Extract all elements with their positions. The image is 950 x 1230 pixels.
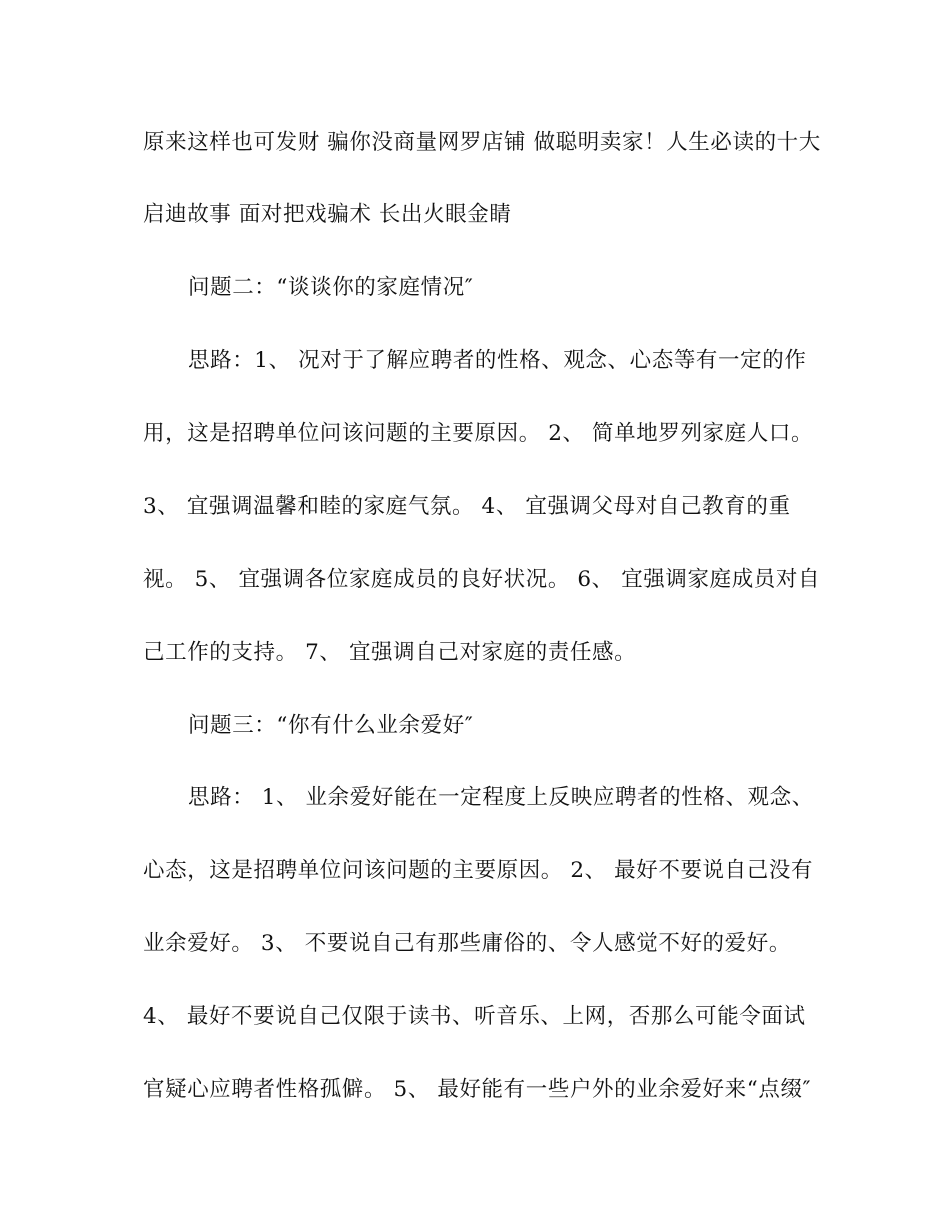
text-line-7: 视。 5、 宜强调各位家庭成员的良好状况。 6、 宜强调家庭成员对自 (143, 567, 821, 592)
text-line-6: 3、 宜强调温馨和睦的家庭气氛。 4、 宜强调父母对自己教育的重 (143, 494, 791, 519)
text-line-4: 思路：1、 况对于了解应聘者的性格、观念、心态等有一定的作 (188, 348, 807, 373)
text-line-12: 业余爱好。 3、 不要说自己有那些庸俗的、令人感觉不好的爱好。 (143, 931, 791, 956)
text-line-11: 心态，这是招聘单位问该问题的主要原因。 2、 最好不要说自己没有 (143, 858, 814, 883)
text-line-2: 启迪故事 面对把戏骗术 长出火眼金睛 (143, 202, 512, 227)
text-line-8: 己工作的支持。 7、 宜强调自己对家庭的责任感。 (143, 640, 637, 665)
question-three-heading: 问题三：“你有什么业余爱好″ (188, 713, 474, 738)
text-line-10: 思路： 1、 业余爱好能在一定程度上反映应聘者的性格、观念、 (188, 785, 814, 810)
text-line-14: 官疑心应聘者性格孤僻。 5、 最好能有一些户外的业余爱好来“点缀″ (143, 1077, 812, 1102)
text-line-13: 4、 最好不要说自己仅限于读书、听音乐、上网，否那么可能令面试 (143, 1004, 806, 1029)
text-line-5: 用，这是招聘单位问该问题的主要原因。 2、 简单地罗列家庭人口。 (143, 421, 814, 446)
text-line-1: 原来这样也可发财 骗你没商量网罗店铺 做聪明卖家！人生必读的十大 (143, 130, 821, 155)
question-two-heading: 问题二：“谈谈你的家庭情况″ (188, 275, 474, 300)
